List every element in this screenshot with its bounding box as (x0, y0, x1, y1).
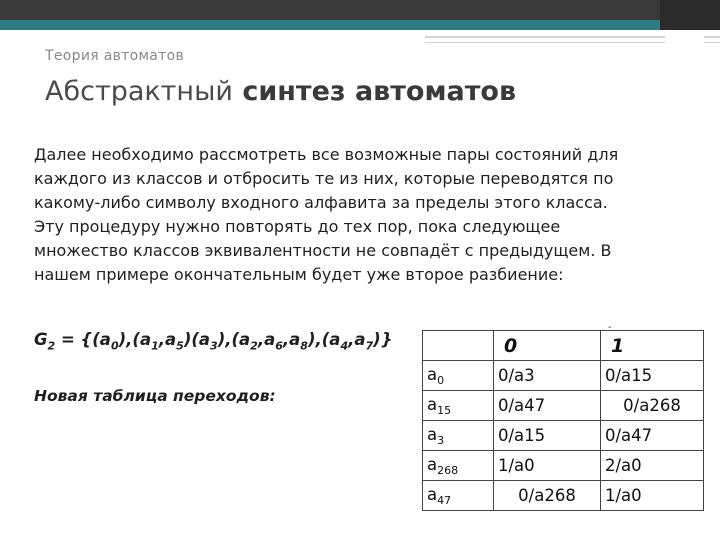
transition-cell: 1/a0 (601, 481, 704, 511)
state-cell: $a_{47}$ (423, 481, 494, 511)
state-cell: $a_3$ (423, 421, 494, 451)
header-rule (704, 36, 720, 38)
new-table-label: Новая таблица переходов: (34, 387, 276, 405)
paragraph-line: Далее необходимо рассмотреть все возможные пары состояний для (34, 145, 619, 164)
header-bar-accent (0, 20, 720, 30)
paragraph-line: нашем примере окончательным будет уже второе разбиение: (34, 265, 564, 284)
paragraph-line: Эту процедуру нужно повторять до тех пор, пока следующее (34, 217, 561, 236)
transition-cell: 0/a15 (494, 421, 601, 451)
paragraph-line: какому-либо символу входного алфавита за пределы этого класса. (34, 193, 608, 212)
slide-subtitle: Теория автоматов (45, 48, 185, 64)
paragraph-line: каждого из классов и отбросить те из них, которые переводятся по (34, 169, 614, 188)
paragraph-line: множество классов эквивалентности не совпадёт с предыдущем. В (34, 241, 612, 260)
transition-table (422, 330, 704, 511)
header-rule (425, 42, 665, 43)
table-header-row (423, 331, 704, 361)
header-rule (704, 42, 720, 43)
slide-title (45, 76, 516, 107)
transition-cell: 0/a268 (494, 481, 601, 511)
column-header: 0 (494, 331, 601, 361)
transition-cell: 0/a268 (601, 391, 704, 421)
table-corner-cell (423, 331, 494, 361)
state-cell: $a_{15}$ (423, 391, 494, 421)
transition-cell: 0/a3 (494, 361, 601, 391)
table-row (423, 451, 704, 481)
tick-mark: - (608, 322, 612, 333)
header-bar-corner (660, 0, 720, 30)
header-bar-dark (0, 0, 720, 20)
transition-cell: 0/a47 (494, 391, 601, 421)
title-part-regular: Абстрактный (45, 76, 233, 107)
transition-cell: 0/a15 (601, 361, 704, 391)
table-row (423, 391, 704, 421)
table-row (423, 361, 704, 391)
state-cell: $a_{268}$ (423, 451, 494, 481)
partition-formula: $G_2 = \{(a_0),(a_1,a_5)(a_3),(a_2,a_6,a_8),(a_4,a_7)\}$ (34, 330, 393, 353)
table-row (423, 421, 704, 451)
column-header: 1 (601, 331, 704, 361)
state-cell: $a_0$ (423, 361, 494, 391)
body-paragraph (34, 143, 694, 287)
transition-cell: 2/a0 (601, 451, 704, 481)
table-row (423, 481, 704, 511)
title-part-bold: синтез автоматов (232, 76, 517, 107)
transition-cell: 1/a0 (494, 451, 601, 481)
header-rule (425, 36, 665, 38)
transition-cell: 0/a47 (601, 421, 704, 451)
